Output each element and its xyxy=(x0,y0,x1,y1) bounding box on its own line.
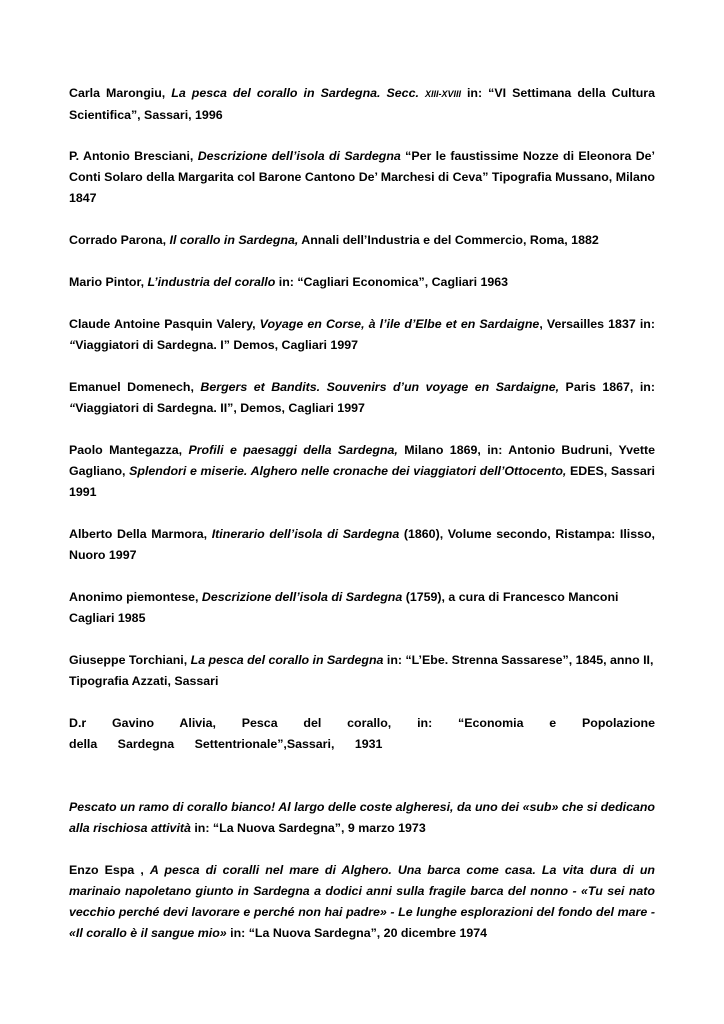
bibliography-entry: Claude Antoine Pasquin Valery, Voyage en Corse, à l’ile d’Elbe et en Sardaigne, Versailles 1837 in: “Viaggiatori di Sardegna. I” Demos, Cagliari 1997 xyxy=(69,317,655,352)
bibliography-entry: Paolo Mantegazza, Profili e paesaggi della Sardegna, Milano 1869, in: Antonio Budruni, Yvette Gagliano, Splendori e miserie. Alghero nelle cronache dei viaggiatori dell’Ottocento, EDES, Sassari 1991 xyxy=(69,443,655,499)
bibliography-entry: Alberto Della Marmora, Itinerario dell’isola di Sardegna (1860), Volume secondo, Ristampa: Ilisso, Nuoro 1997 xyxy=(69,527,655,562)
bibliography-entry: Pescato un ramo di corallo bianco! Al largo delle coste algheresi, da uno dei «sub» che si dedicano alla rischiosa attività in: “La Nuova Sardegna”, 9 marzo 1973 xyxy=(69,800,655,835)
bibliography-entry: Giuseppe Torchiani, La pesca del corallo in Sardegna in: “L’Ebe. Strenna Sassarese”, 1845, anno II, Tipografia Azzati, Sassari xyxy=(69,653,654,688)
bibliography-entry: Mario Pintor, L’industria del corallo in: “Cagliari Economica”, Cagliari 1963 xyxy=(69,275,509,289)
bibliography-entry: Emanuel Domenech, Bergers et Bandits. Souvenirs d’un voyage en Sardaigne, Paris 1867, in: “Viaggiatori di Sardegna. II”, Demos, Cagliari 1997 xyxy=(69,380,655,415)
bibliography-entry: Enzo Espa , A pesca di coralli nel mare di Alghero. Una barca come casa. La vita dura di un marinaio napoletano giunto in Sardegna a dodici anni sulla fragile barca del nonno - «Tu sei nato vecchio perché devi lavorare e perché non hai padre» - Le lunghe esplorazioni del fondo del mare - «Il corallo è il sangue mio» in: “La Nuova Sardegna”, 20 dicembre 1974 xyxy=(69,863,656,940)
bibliography-entry: Anonimo piemontese, Descrizione dell’isola di Sardegna (1759), a cura di Francesco Manconi Cagliari 1985 xyxy=(69,590,619,625)
bibliography-entry: P. Antonio Bresciani, Descrizione dell’isola di Sardegna “Per le faustissime Nozze di Eleonora De’ Conti Solaro della Margarita col Barone Cantono De’ Marchesi di Ceva” Tipografia Mussano, Milano 1847 xyxy=(69,149,655,205)
bibliography-entry: D.r Gavino Alivia, Pesca del corallo, in: “Economia e Popolazione della Sardegna Settentrionale”,Sassari, 1931 xyxy=(69,716,655,751)
bibliography-entry: Carla Marongiu, La pesca del corallo in Sardegna. Secc. XIII-XVIII in: “VI Settimana della Cultura Scientifica”, Sassari, 1996 xyxy=(69,86,655,122)
bibliography-entry: Corrado Parona, Il corallo in Sardegna, Annali dell’Industria e del Commercio, Roma, 1882 xyxy=(69,233,599,247)
